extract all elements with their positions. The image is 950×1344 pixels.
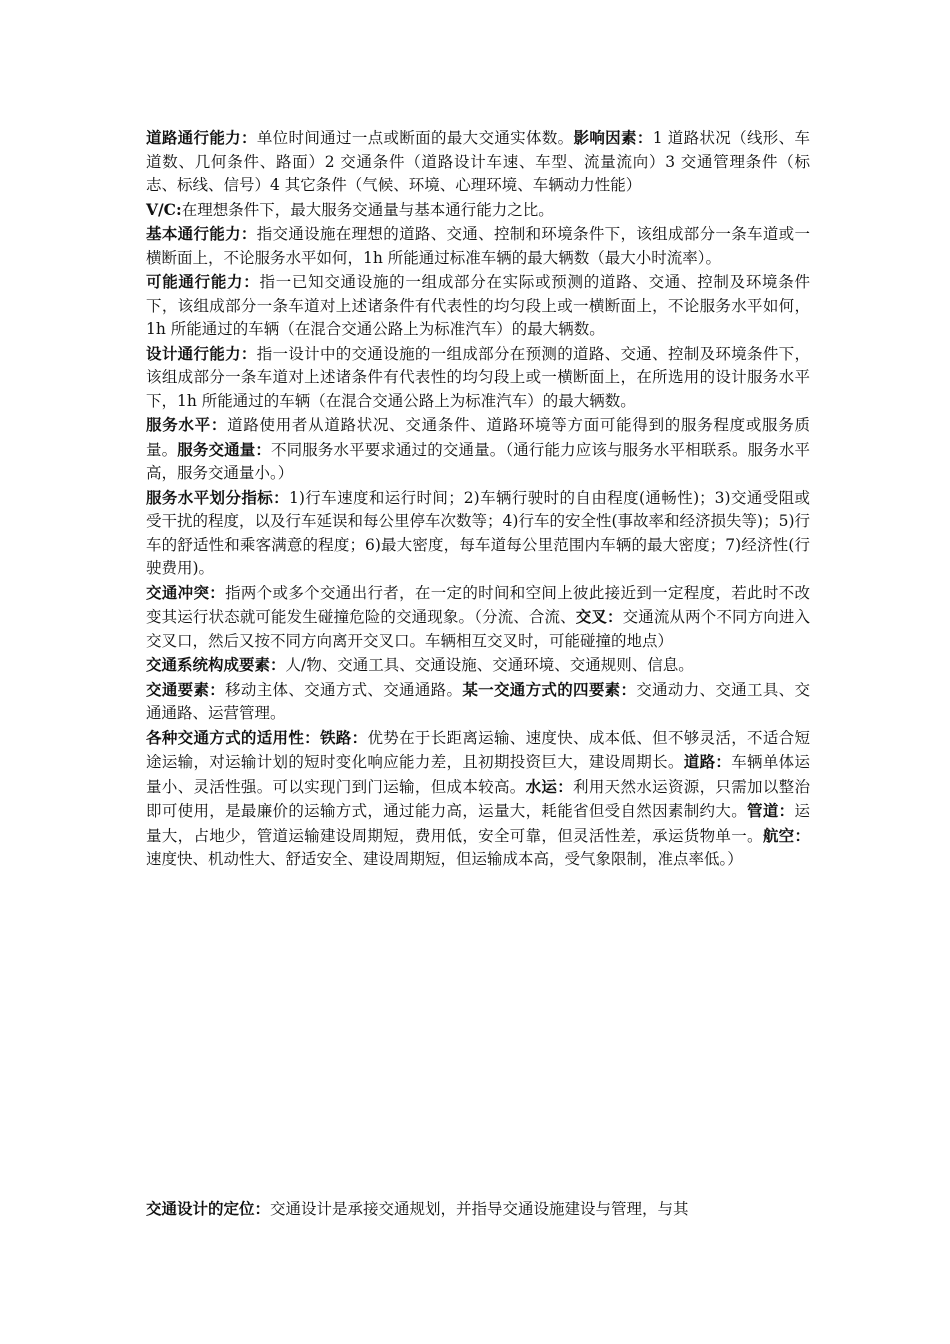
body-text: 指一设计中的交通设施的一组成部分在预测的道路、交通、控制及环境条件下，该组成部分一条车道对上述诸条件有代表性的均匀段上或一横断面上，在所选用的设计服务水平下，1h 所能通过的车辆（在混合交通公路上为标准汽车）的最大辆数。 — [146, 344, 810, 410]
term-heading: 水运： — [525, 776, 574, 796]
term-heading: 道路通行能力： — [146, 128, 257, 147]
body-text: 运量大，占地少，管道运输建设周期短，费用低，安全可靠，但灵活性差，承运货物单一。 — [146, 802, 810, 845]
term-heading: 道路： — [683, 752, 732, 771]
body-text: 1)行车速度和运行时间；2)车辆行驶时的自由程度(通畅性)；3)交通受阻或受干扰的程度，以及行车延误和每公里停车次数等；4)行车的安全性(事故率和经济损失等)；5)行车的舒适性和乘客满意的程度；6)最大密度，每车道每公里范围内车辆的最大密度；7)经济性(行驶费用)。 — [146, 488, 810, 577]
body-text: 速度快、机动性大、舒适安全、建设周期短，但运输成本高，受气象限制，准点率低。） — [146, 850, 743, 868]
term-heading: V/C: — [146, 199, 182, 219]
paragraph — [146, 413, 810, 486]
paragraph — [146, 726, 810, 872]
term-heading: 航空： — [762, 825, 810, 845]
paragraph — [146, 678, 810, 726]
body-text: 单位时间通过一点或断面的最大交通实体数。 — [256, 129, 574, 147]
term-heading: 影响因素： — [573, 128, 653, 147]
term-heading: 基本通行能力： — [146, 224, 257, 243]
paragraph — [146, 581, 810, 654]
body-text: 利用天然水运资源，只需加以整治即可使用，是最廉价的运输方式，通过能力高，运量大，耗能省但受自然因素制约大。 — [146, 777, 810, 820]
body-text: 人/物、交通工具、交通设施、交通环境、交通规则、信息。 — [285, 656, 694, 674]
body-text: 在理想条件下，最大服务交通量与基本通行能力之比。 — [181, 200, 554, 219]
body-text: 1 道路状况（线形、车道数、几何条件、路面）2 交通条件（道路设计车速、车型、流量流向）3 交通管理条件（标志、标线、信号）4 其它条件（气候、环境、心理环境、车辆动力性能） — [146, 129, 810, 194]
term-heading: 服务水平： — [146, 415, 228, 434]
paragraph — [146, 126, 810, 198]
body-text: 交通流从两个不同方向进入交叉口，然后又按不同方向离开交叉口。车辆相互交叉时，可能碰撞的地点） — [146, 608, 810, 650]
term-heading: 可能通行能力： — [146, 272, 260, 291]
paragraph — [146, 486, 810, 581]
footer-paragraph — [146, 1197, 810, 1222]
paragraph — [146, 222, 810, 270]
term-heading: 交通设计的定位： — [146, 1199, 271, 1218]
term-heading: 各种交通方式的适用性：铁路： — [146, 727, 368, 747]
body-text: 车辆单体运量小、灵活性强。可以实现门到门运输，但成本较高。 — [146, 753, 810, 796]
term-heading: 交通系统构成要素： — [146, 655, 286, 674]
term-heading: 交通要素： — [146, 679, 226, 699]
body-text: 交通设计是承接交通规划，并指导交通设施建设与管理，与其 — [270, 1200, 689, 1218]
term-heading: 交叉： — [575, 607, 623, 626]
term-heading: 服务交通量： — [177, 439, 271, 459]
term-heading: 交通冲突： — [146, 582, 226, 602]
body-text: 交通动力、交通工具、交通通路、运营管理。 — [146, 680, 810, 722]
term-heading: 设计通行能力： — [146, 343, 257, 363]
body-text: 优势在于长距离运输、速度快、成本低、但不够灵活，不适合短途运输，对运输计划的短时变化响应能力差，且初期投资巨大，建设周期长。 — [146, 728, 810, 771]
term-heading: 服务水平划分指标： — [146, 487, 289, 507]
body-text: 道路使用者从道路状况、交通条件、道路环境等方面可能得到的服务程度或服务质量。 — [146, 416, 810, 459]
body-text: 指交通设施在理想的道路、交通、控制和环境条件下，该组成部分一条车道或一横断面上，不论服务水平如何，1h 所能通过标准车辆的最大辆数（最大小时流率）。 — [146, 225, 810, 267]
paragraph — [146, 342, 810, 414]
paragraph — [146, 653, 810, 678]
document-body — [146, 126, 810, 872]
body-text: 指两个或多个交通出行者，在一定的时间和空间上彼此接近到一定程度，若此时不改变其运行状态就可能发生碰撞危险的交通现象。（分流、合流、 — [146, 583, 810, 626]
paragraph — [146, 270, 810, 342]
body-text: 指一已知交通设施的一组成部分在实际或预测的道路、交通、控制及环境条件下，该组成部分一条车道对上述诸条件有代表性的均匀段上或一横断面上，不论服务水平如何，1h 所能通过的车辆（在混合交通公路上为标准汽车）的最大辆数。 — [146, 273, 810, 338]
body-text: 移动主体、交通方式、交通通路。 — [225, 680, 463, 699]
body-text: 不同服务水平要求通过的交通量。（通行能力应该与服务水平相联系。服务水平高，服务交通量小。） — [146, 440, 810, 482]
term-heading: 某一交通方式的四要素： — [462, 679, 637, 699]
term-heading: 管道： — [747, 801, 795, 820]
paragraph — [146, 198, 810, 223]
